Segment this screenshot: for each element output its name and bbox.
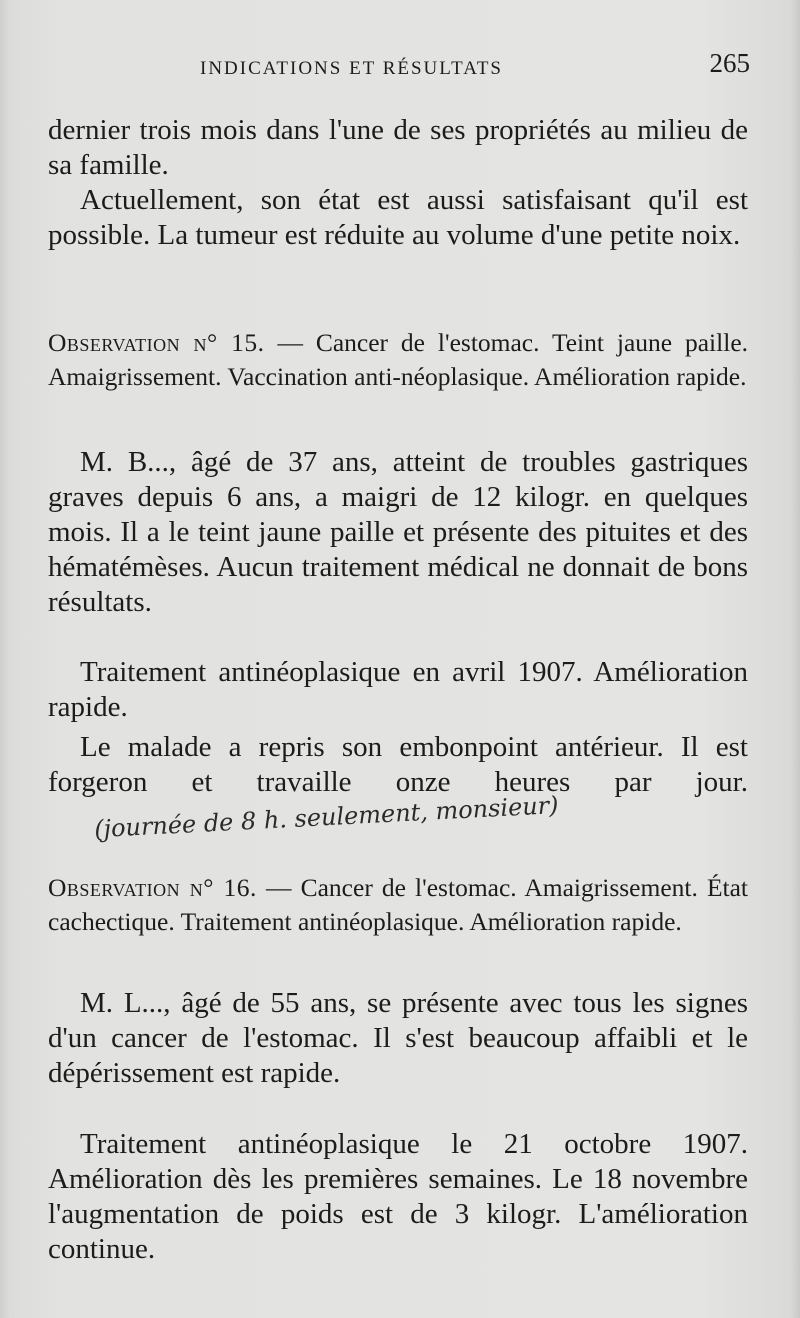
observation-16-heading	[48, 871, 748, 939]
observation-15-heading	[48, 326, 748, 394]
page-header	[50, 48, 750, 84]
paragraph-patient-mb: M. B..., âgé de 37 ans, atteint de troubles gastriques graves depuis 6 ans, a maigri de 12 kilogr. en quelques mois. Il a le teint jaune paille et présente des pituites et des hématémèses. Aucun traitement médical ne donnait de bons résultats.	[48, 446, 748, 618]
observation-16-summary: — Cancer de l'estomac. Amaigrissement. État cachectique. Traitement antinéoplasique. Amélioration rapide.	[48, 873, 749, 936]
paragraph-current-state: Actuellement, son état est aussi satisfaisant qu'il est possible. La tumeur est réduite au volume d'une petite noix.	[48, 184, 748, 251]
paragraph-continuation: dernier trois mois dans l'une de ses propriétés au milieu de sa famille.	[48, 114, 748, 181]
page-number: 265	[709, 48, 750, 78]
observation-15-label: Observation n° 15.	[48, 328, 265, 357]
observation-15-summary: — Cancer de l'estomac. Teint jaune paille. Amaigrissement. Vaccination anti-néoplasique. Amélioration rapide.	[48, 328, 749, 391]
observation-16-label: Observation n° 16.	[48, 873, 257, 902]
paragraph-treatment-october: Traitement antinéoplasique le 21 octobre 1907. Amélioration dès les premières semaines. Le 18 novembre l'augmentation de poids est de 3 kilogr. L'amélioration continue.	[48, 1128, 748, 1265]
paragraph-recovery-text: Le malade a repris son embonpoint antérieur. Il est forgeron et travaille onze heures par jour.	[48, 731, 748, 798]
paragraph-patient-ml: M. L..., âgé de 55 ans, se présente avec tous les signes d'un cancer de l'estomac. Il s'est beaucoup affaibli et le dépérissement est rapide.	[48, 987, 748, 1089]
handwritten-annotation: (journée de 8 h. seulement, monsieur)	[93, 791, 560, 844]
paragraph-treatment-april: Traitement antinéoplasique en avril 1907. Amélioration rapide.	[48, 656, 748, 723]
paragraph-recovery	[48, 730, 748, 844]
running-head: INDICATIONS ET RÉSULTATS	[200, 58, 503, 79]
